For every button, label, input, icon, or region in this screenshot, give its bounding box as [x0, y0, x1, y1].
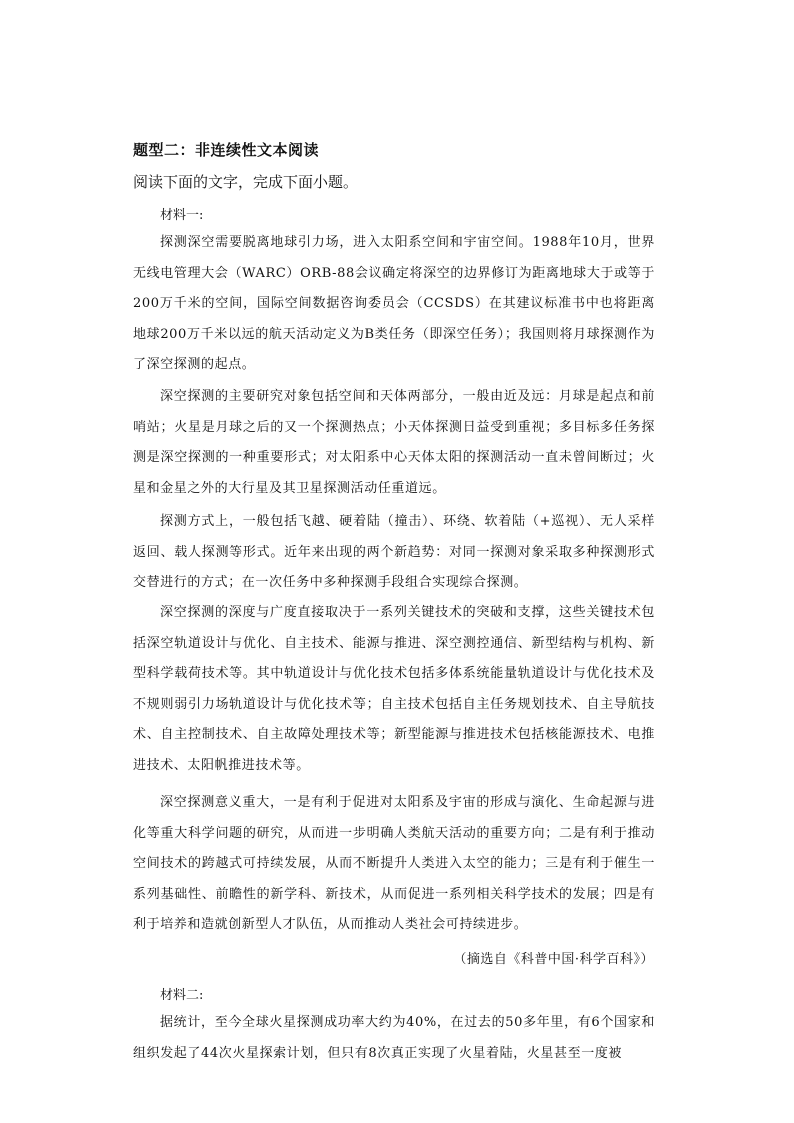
material-one-paragraph-1: 探测深空需要脱离地球引力场，进入太阳系空间和宇宙空间。1988年10月，世界无线电管理大会（WARC）ORB-88会议确定将深空的边界修订为距离地球大于或等于200万千米的空间，国际空间数据咨询委员会（CCSDS）在其建议标准书中也将距离地球200万千米以远的航天活动定义为B类任务（即深空任务）；我国则将月球探测作为了深空探测的起点。: [133, 235, 655, 373]
instruction-text: 阅读下面的文字，完成下面小题。: [133, 173, 359, 191]
material-two-paragraph-1: 据统计，至今全球火星探测成功率大约为40%，在过去的50多年里，有6个国家和组织发起了44次火星探索计划，但只有8次真正实现了火星着陆，火星甚至一度被: [133, 1015, 655, 1061]
section-title: 题型二：非连续性文本阅读: [133, 141, 320, 159]
material-one-source: （摘选自《科普中国·科学百科》）: [453, 952, 654, 967]
material-one-paragraph-5: 深空探测意义重大，一是有利于促进对太阳系及宇宙的形成与演化、生命起源与进化等重大科学问题的研究，从而进一步明确人类航天活动的重要方向；二是有利于推动空间技术的跨越式可持续发展，从而不断提升人类进入太空的能力；三是有利于催生一系列基础性、前瞻性的新学科、新技术，从而促进一系列相关科学技术的发展；四是有利于培养和造就创新型人才队伍，从而推动人类社会可持续进步。: [133, 795, 655, 933]
material-two-label: 材料二:: [160, 988, 204, 1003]
material-one-paragraph-2: 深空探测的主要研究对象包括空间和天体两部分，一般由近及远：月球是起点和前哨站；火星是月球之后的又一个探测热点；小天体探测日益受到重视；多目标多任务探测是深空探测的一种重要形式；对太阳系中心天体太阳的探测活动一直未曾间断过；火星和金星之外的大行星及其卫星探测活动任重道远。: [133, 389, 655, 496]
material-one-label: 材料一:: [160, 208, 204, 223]
material-one-paragraph-3: 探测方式上，一般包括飞越、硬着陆（撞击）、环绕、软着陆（+巡视）、无人采样返回、载人探测等形式。近年来出现的两个新趋势：对同一探测对象采取多种探测形式交替进行的方式；在一次任务中多种探测手段组合实现综合探测。: [133, 514, 655, 591]
material-one-paragraph-4: 深空探测的深度与广度直接取决于一系列关键技术的突破和支撑，这些关键技术包括深空轨道设计与优化、自主技术、能源与推进、深空测控通信、新型结构与机构、新型科学载荷技术等。其中轨道设计与优化技术包括多体系统能量轨道设计与优化技术及不规则弱引力场轨道设计与优化技术等；自主技术包括自主任务规划技术、自主导航技术、自主控制技术、自主故障处理技术等；新型能源与推进技术包括核能源技术、电推进技术、太阳帆推进技术等。: [133, 605, 655, 773]
